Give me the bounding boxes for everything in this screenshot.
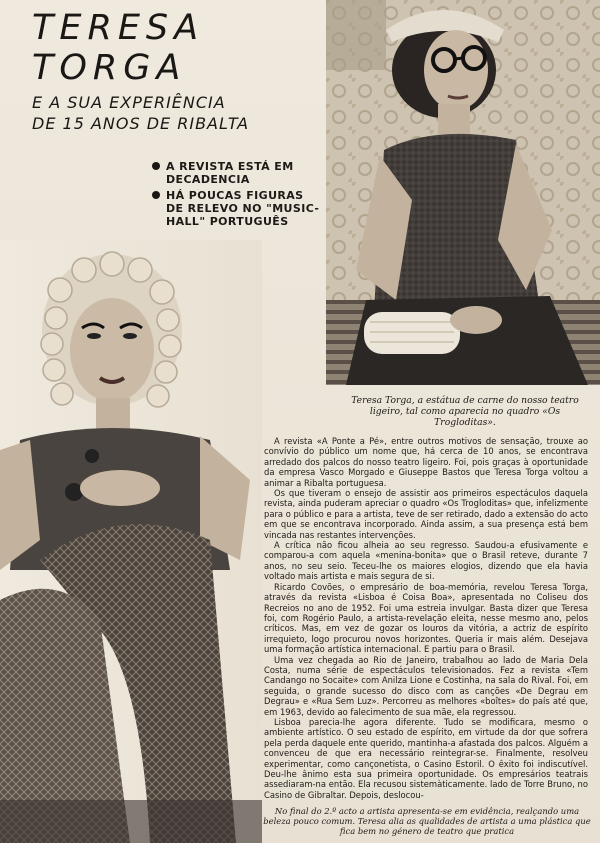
article-paragraph: A revista «A Ponte a Pé», entre outros motivos de sensação, trouxe ao convívio do público um nome que, há cerca de 10 anos, se encontrava arredado dos palcos do nosso teatro ligeiro. Foi, pois graças à oportunidade da empresa Vasco Morgado e Giuseppe Bastos que Teresa Torga voltou a animar a Ribalta portuguesa. [264, 436, 588, 488]
article-paragraph: Uma vez chegada ao Rio de Janeiro, trabalhou ao lado de Maria Dela Costa, numa série de espectáculos televisionados. Fez a revista «Tem Candango no Socaite» com Anilza Lione e Costinha, na sala do Rival. Foi, em seguida, o grande sucesso do disco com as canções «De Degrau em Degrau» e «Rua Sem Luz». Percorreu as melhores «boîtes» do país até que, em 1963, devido ao falecimento de sua mãe, ela regressou. [264, 654, 588, 717]
article-paragraph: Os que tiveram o ensejo de assistir aos primeiros espectáculos daquela revista, ainda puderam apreciar o quadro «Os Trogloditas» que, infelizmente para o público e para a artista, teve de ser retirado, dado a extensão do acto em que se encontrava incorporado. Ainda assim, a sua presença está bem vincada nas restantes intervenções. [264, 488, 588, 540]
bullet-icon [152, 191, 160, 199]
highlight-item: HÁ POUCAS FIGURAS DE RELEVO NO "MUSIC-HALL" PORTUGUÊS [150, 189, 325, 228]
photo-seated-woman-glasses [326, 0, 600, 385]
subtitle-line-2: DE 15 ANOS DE RIBALTA [32, 114, 250, 133]
highlights-list [150, 160, 325, 231]
headline-title [32, 8, 204, 88]
article-body [264, 436, 588, 806]
bullet-icon [152, 162, 160, 170]
headline-subtitle [32, 92, 322, 134]
article-paragraph: A crítica não ficou alheia ao seu regresso. Saudou-a efusivamente e comparou-a com aquela «menina-bonita» que o Brasil reteve, durante 7 anos, no seu seio. Teceu-lhe os maiores elogios, dizendo que ela havia voltado mais artista e mais segura de si. [264, 540, 588, 582]
bottom-caption: No final do 2.º acto a artista apresenta-se em evidência, realçando uma beleza pouco comum. Teresa alia as qualidades de artista a uma plástica que fica bem no género de teatro que pratica [263, 806, 591, 836]
article-paragraph: Ricardo Covões, o empresário de boa-memória, revelou Teresa Torga, através da revista «Lisboa é Coisa Boa», apresentada no Coliseu dos Recreios no ano de 1952. Foi uma estreia invulgar. Basta dizer que Teresa foi, com Rogério Paulo, a artista-revelação eleita, nesse mesmo ano, pelos críticos. Mas, em vez de gozar os louros da vitória, a actriz de espírito irrequieto, logo procurou novos horizontes. Queria ir mais além. Desejava uma formação artística internacional. E partiu para o Brasil. [264, 581, 588, 655]
title-line-1: TERESA [32, 8, 205, 48]
title-line-2: TORGA [32, 48, 187, 88]
photo-woman-curled-bonnet [0, 240, 262, 843]
photo-caption: Teresa Torga, a estátua de carne do nosso teatro ligeiro, tal como aparecia no quadro «Os Trogloditas». [351, 395, 579, 428]
article-paragraph: Lisboa parecia-lhe agora diferente. Tudo se modificara, mesmo o ambiente artístico. O seu estado de espírito, em virtude da dor que sofrera pela perda daquele ente querido, mantinha-a afastada dos palcos. Alguém a convenceu de que era necessário reintegrar-se. Finalmente, resolveu experimentar, como cançonetista, o Casino Estoril. O êxito foi indiscutível. Deu-lhe ânimo esta sua primeira oportunidade. Os empresários teatrais assediaram-na então. Ela recusou sistemàticamente. lado de Torre Bruno, no Casino de Gibraltar. Depois, deslocou- [264, 716, 588, 800]
subtitle-line-1: E A SUA EXPERIÊNCIA [32, 93, 226, 112]
highlight-item: A REVISTA ESTÁ EM DECADENCIA [150, 160, 325, 186]
